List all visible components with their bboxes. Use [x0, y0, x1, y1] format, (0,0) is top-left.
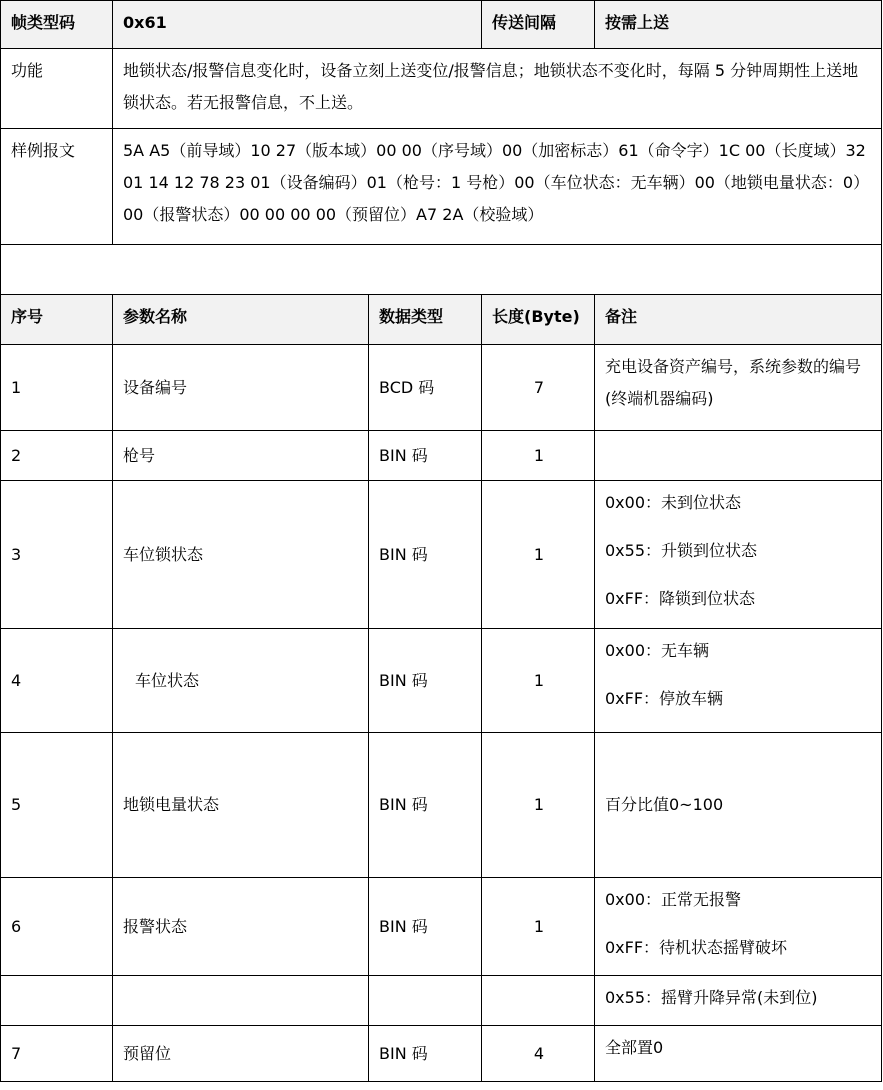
function-row — [1, 49, 882, 129]
remark-line: 百分比值0~100 — [605, 795, 724, 814]
row-seq: 2 — [1, 431, 113, 481]
remark-line: 0x55：摇臂升降异常(未到位) — [605, 988, 818, 1007]
interval-value: 按需上送 — [595, 1, 882, 49]
row-data-type: BIN 码 — [369, 481, 482, 629]
remark-line: 0x00：正常无报警 — [605, 890, 742, 909]
row-length — [482, 976, 595, 1026]
row-seq: 5 — [1, 733, 113, 878]
row-data-type: BIN 码 — [369, 878, 482, 976]
row-length: 4 — [482, 1026, 595, 1082]
row-seq: 3 — [1, 481, 113, 629]
row-param-name: 预留位 — [113, 1026, 369, 1082]
sample-label: 样例报文 — [1, 129, 113, 245]
row-param-name: 设备编号 — [113, 345, 369, 431]
function-label: 功能 — [1, 49, 113, 129]
frame-type-value: 0x61 — [113, 1, 482, 49]
table-row — [1, 733, 882, 878]
remark-line: 充电设备资产编号，系统参数的编号(终端机器编码) — [605, 357, 862, 408]
row-data-type: BIN 码 — [369, 1026, 482, 1082]
sample-text: 5A A5（前导域）10 27（版本域）00 00（序号域）00（加密标志）61（命令字）1C 00（长度域）32 01 14 12 78 23 01（设备编码）01（枪号：1 号枪）00（车位状态：无车辆）00（地锁电量状态：0）00（报警状态）00 00 00 00（预留位）A7 2A（校验域） — [113, 129, 882, 245]
row-length: 1 — [482, 733, 595, 878]
header-type: 数据类型 — [369, 295, 482, 345]
row-remark — [595, 733, 882, 878]
row-length: 7 — [482, 345, 595, 431]
row-data-type — [369, 976, 482, 1026]
header-seq: 序号 — [1, 295, 113, 345]
remark-line: 全部置0 — [605, 1038, 664, 1057]
column-header-row — [1, 295, 882, 345]
frame-type-label: 帧类型码 — [1, 1, 113, 49]
remark-line: 0xFF：待机状态摇臂破坏 — [605, 938, 788, 957]
row-param-name: 车位状态 — [113, 629, 369, 733]
row-remark — [595, 976, 882, 1026]
row-seq — [1, 976, 113, 1026]
row-remark — [595, 431, 882, 481]
row-param-name: 报警状态 — [113, 878, 369, 976]
row-length: 1 — [482, 629, 595, 733]
table-row — [1, 976, 882, 1026]
row-seq: 1 — [1, 345, 113, 431]
row-param-name: 枪号 — [113, 431, 369, 481]
row-seq: 7 — [1, 1026, 113, 1082]
table-row — [1, 629, 882, 733]
row-remark — [595, 629, 882, 733]
remark-line: 0xFF：停放车辆 — [605, 689, 724, 708]
remark-line: 0x55：升锁到位状态 — [605, 541, 758, 560]
row-length: 1 — [482, 431, 595, 481]
table-row — [1, 481, 882, 629]
row-seq: 4 — [1, 629, 113, 733]
spacer-row — [1, 245, 882, 295]
row-remark — [595, 345, 882, 431]
remark-line: 0x00：未到位状态 — [605, 493, 742, 512]
parameter-rows — [1, 345, 882, 1082]
table-row — [1, 878, 882, 976]
header-name: 参数名称 — [113, 295, 369, 345]
table-row — [1, 345, 882, 431]
row-length: 1 — [482, 878, 595, 976]
row-param-name — [113, 976, 369, 1026]
table-row — [1, 1026, 882, 1082]
row-remark — [595, 481, 882, 629]
spacer-cell — [1, 245, 882, 295]
header-remark: 备注 — [595, 295, 882, 345]
row-seq: 6 — [1, 878, 113, 976]
interval-label: 传送间隔 — [482, 1, 595, 49]
row-remark — [595, 1026, 882, 1082]
row-remark — [595, 878, 882, 976]
row-length: 1 — [482, 481, 595, 629]
row-data-type: BIN 码 — [369, 733, 482, 878]
remark-line: 0x00：无车辆 — [605, 641, 710, 660]
remark-line: 0xFF：降锁到位状态 — [605, 589, 756, 608]
row-param-name: 地锁电量状态 — [113, 733, 369, 878]
frame-header-row — [1, 1, 882, 49]
row-data-type: BIN 码 — [369, 431, 482, 481]
header-length: 长度(Byte) — [482, 295, 595, 345]
row-data-type: BCD 码 — [369, 345, 482, 431]
sample-row — [1, 129, 882, 245]
function-text: 地锁状态/报警信息变化时，设备立刻上送变位/报警信息；地锁状态不变化时，每隔 5 分钟周期性上送地锁状态。若无报警信息，不上送。 — [113, 49, 882, 129]
row-data-type: BIN 码 — [369, 629, 482, 733]
row-param-name: 车位锁状态 — [113, 481, 369, 629]
table-row — [1, 431, 882, 481]
